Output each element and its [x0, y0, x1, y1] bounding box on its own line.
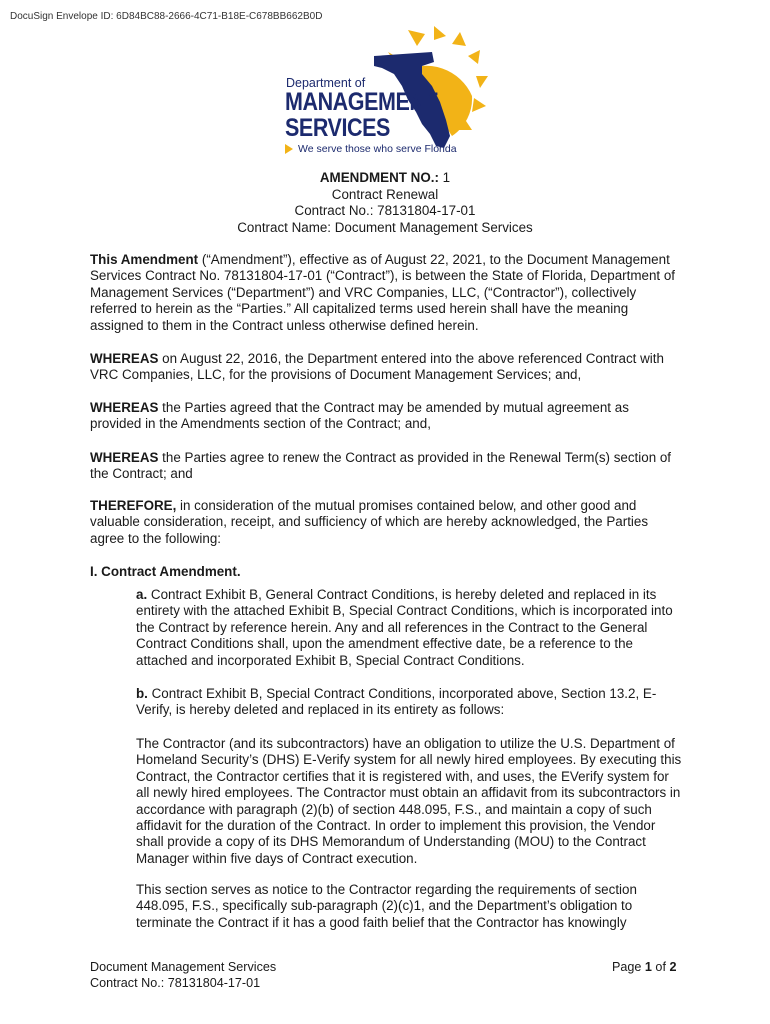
intro-text: (“Amendment”), effective as of August 22, 2021, to the Document Management Services Contract No. 78131804-17-01 (“Contract”), is between the State of Florida, Department of Management Services (“Department”) and VRC Companies, LLC, (“Contractor”), collectively referred to herein as the “Parties.” All capitalized terms used herein shall have the meaning assigned to them in the Contract unless otherwise defined herein.	[90, 252, 676, 333]
page-total: 2	[669, 960, 677, 974]
therefore-paragraph	[90, 498, 682, 547]
page-prefix: Page	[612, 960, 645, 974]
intro-paragraph	[90, 252, 682, 334]
item-b-text: Contract Exhibit B, Special Contract Conditions, incorporated above, Section 13.2, E-Verify, is hereby deleted and replaced in its entirety as follows:	[136, 686, 657, 718]
whereas-paragraph-2	[90, 400, 682, 433]
therefore-lead: THEREFORE,	[90, 498, 177, 513]
whereas-text: on August 22, 2016, the Department entered into the above referenced Contract with VRC Companies, LLC, for the provisions of Document Management Services; and,	[90, 351, 664, 383]
contract-name: Contract Name: Document Management Services	[237, 219, 533, 235]
logo-department-of: Department of	[286, 76, 366, 90]
footer-contract-no: Contract No.: 78131804-17-01	[90, 975, 261, 990]
amendment-heading	[0, 170, 770, 236]
logo-tagline: We serve those who serve Florida	[298, 143, 457, 155]
section-1-title: I. Contract Amendment.	[90, 564, 241, 579]
page-current: 1	[644, 960, 652, 974]
footer-doc-name: Document Management Services	[90, 960, 277, 974]
item-a-label: a.	[136, 587, 148, 602]
section-title	[90, 564, 682, 580]
footer-left	[90, 960, 276, 991]
page-of: of	[651, 960, 670, 974]
notice-paragraph	[136, 882, 682, 931]
logo-services: SERVICES	[285, 114, 390, 142]
logo-management: MANAGEMENT	[285, 88, 438, 116]
everify-text: The Contractor (and its subcontractors) have an obligation to utilize the U.S. Department of Homeland Security’s (DHS) E-Verify system for all newly hired employees. By executing this Contract, the Contractor certifies that it is registered with, and uses, the EVerify system for all newly hired employees. The Contractor must obtain an affidavit from its subcontractors in accordance with paragraph (2)(b) of section 448.095, F.S., and maintain a copy of such affidavit for the duration of the Contract. In order to implement this provision, the Vendor shall provide a copy of its DHS Memorandum of Understanding (MOU) to the Contract Manager within five days of Contract execution.	[136, 736, 682, 866]
play-arrow-icon	[285, 144, 293, 154]
page-number	[612, 960, 676, 976]
item-a-text: Contract Exhibit B, General Contract Conditions, is hereby deleted and replaced in its entirety with the attached Exhibit B, Special Contract Conditions, which is incorporated into the Contract by reference herein. Any and all references in the Contract to the General Contract Conditions shall, upon the amendment effective date, be a reference to the attached and incorporated Exhibit B, Special Contract Conditions.	[136, 587, 673, 668]
whereas-paragraph-1	[90, 351, 682, 384]
whereas-lead: WHEREAS	[90, 400, 159, 415]
contract-renewal: Contract Renewal	[331, 186, 439, 202]
item-b-label: b.	[136, 686, 148, 701]
docusign-envelope-id: DocuSign Envelope ID: 6D84BC88-2666-4C71-B18E-C678BB662B0D	[10, 11, 323, 22]
amendment-number: 1	[438, 170, 451, 185]
item-a	[136, 587, 682, 669]
amendment-label: AMENDMENT NO.:	[319, 170, 439, 185]
intro-lead: This Amendment	[90, 252, 199, 267]
whereas-text: the Parties agreed that the Contract may be amended by mutual agreement as provided in the Amendments section of the Contract; and,	[90, 400, 629, 432]
whereas-lead: WHEREAS	[90, 351, 159, 366]
whereas-paragraph-3	[90, 450, 682, 483]
notice-text: This section serves as notice to the Contractor regarding the requirements of section 448.095, F.S., specifically sub-paragraph (2)(c)1, and the Department’s obligation to terminate the Contract if it has a good faith belief that the Contractor has knowingly	[136, 882, 637, 930]
dms-logo	[282, 26, 488, 158]
whereas-text: the Parties agree to renew the Contract as provided in the Renewal Term(s) section of the Contract; and	[90, 450, 672, 482]
whereas-lead: WHEREAS	[90, 450, 159, 465]
contract-number: Contract No.: 78131804-17-01	[294, 203, 476, 218]
therefore-text: in consideration of the mutual promises contained below, and other good and valuable consideration, receipt, and sufficiency of which are hereby acknowledged, the Parties agree to the following:	[90, 498, 649, 546]
item-b	[136, 686, 682, 719]
everify-paragraph	[136, 736, 682, 867]
